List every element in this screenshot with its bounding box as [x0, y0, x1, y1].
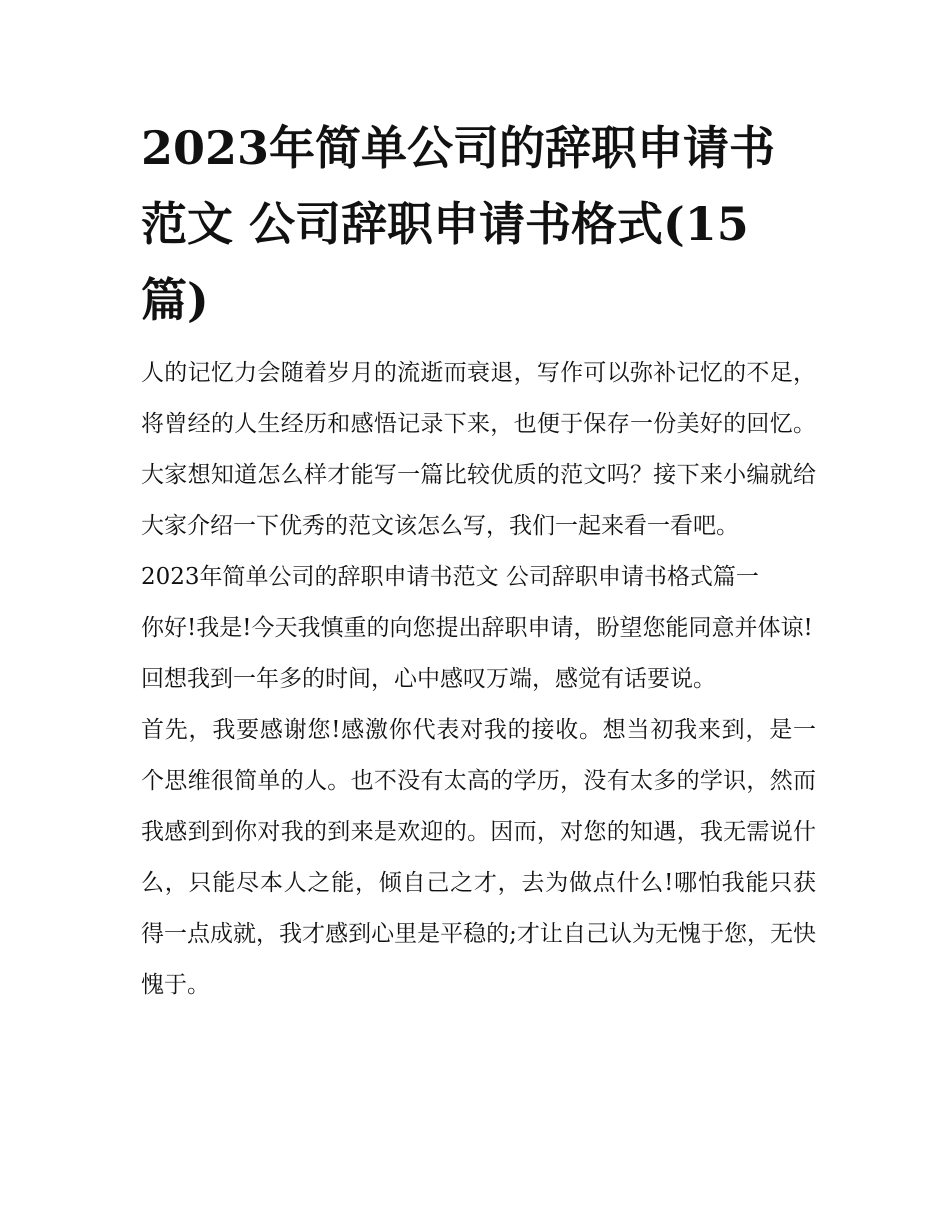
document-title: 2023年简单公司的辞职申请书范文 公司辞职申请书格式(15篇): [141, 121, 776, 327]
intro-paragraph: 人的记忆力会随着岁月的流逝而衰退，写作可以弥补记忆的不足，将曾经的人生经历和感悟记录下来，也便于保存一份美好的回忆。大家想知道怎么样才能写一篇比较优质的范文吗？接下来小编就给大家介绍一下优秀的范文该怎么写，我们一起来看一看吧。: [141, 360, 816, 539]
document-content: [141, 110, 816, 1011]
body-paragraph-3: 首先，我要感谢您!感激你代表对我的接收。想当初我来到，是一个思维很简单的人。也不没有太高的学历，没有太多的学识，然而我感到到你对我的到来是欢迎的。因而，对您的知遇，我无需说什么，只能尽本人之能，倾自己之才，去为做点什么!哪怕我能只获得一点成就，我才感到心里是平稳的;才让自己认为无愧于您，无快愧于。: [141, 717, 816, 998]
body-paragraph-1: 你好!我是!今天我慎重的向您提出辞职申请，盼望您能同意并体谅!: [141, 615, 813, 641]
body-paragraph-2: 回想我到一年多的时间，心中感叹万端，感觉有话要说。: [141, 666, 716, 692]
section-heading: 2023年简单公司的辞职申请书范文 公司辞职申请书格式篇一: [141, 564, 759, 590]
